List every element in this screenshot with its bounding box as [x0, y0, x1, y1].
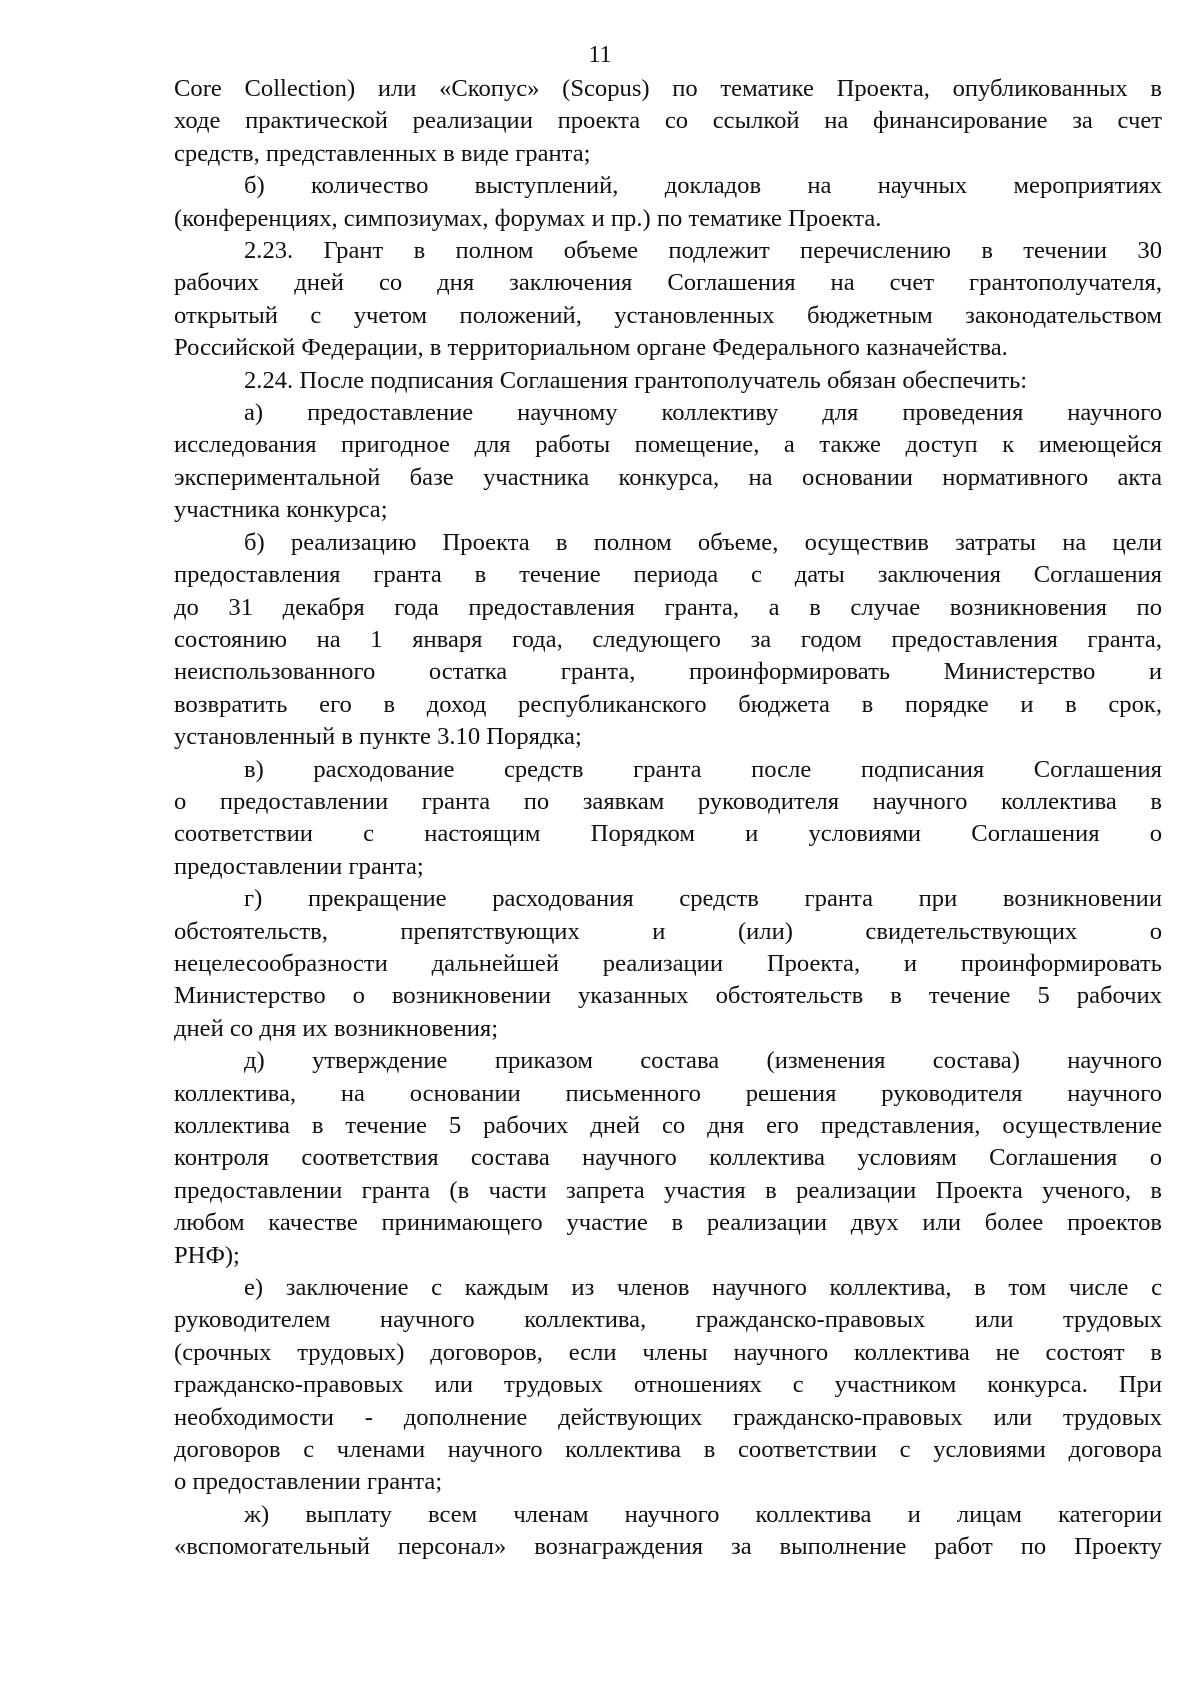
text-line: д) утверждение приказом состава (изменения состава) научного — [244, 1047, 1162, 1075]
text-line: в) расходование средств гранта после подписания Соглашения — [244, 755, 1162, 783]
text-line: договоров с членами научного коллектива в соответствии с условиями договора — [174, 1436, 1162, 1464]
text-line: установленный в пункте 3.10 Порядка; — [174, 723, 582, 751]
text-line: неиспользованного остатка гранта, проинформировать Министерство и — [174, 658, 1162, 686]
text-line: предоставлении гранта; — [174, 852, 424, 880]
text-line: обстоятельств, препятствующих и (или) свидетельствующих о — [174, 917, 1162, 945]
text-line: г) прекращение расходования средств гранта при возникновении — [244, 885, 1162, 913]
text-line: е) заключение с каждым из членов научного коллектива, в том числе с — [244, 1274, 1162, 1302]
text-line: б) реализацию Проекта в полном объеме, осуществив затраты на цели — [244, 528, 1162, 556]
text-line: до 31 декабря года предоставления гранта, а в случае возникновения по — [174, 593, 1162, 621]
paragraph — [174, 1272, 1162, 1499]
paragraph — [174, 235, 1162, 365]
text-line: Российской Федерации, в территориальном органе Федерального казначейства. — [174, 334, 1008, 362]
text-line: нецелесообразности дальнейшей реализации Проекта, и проинформировать — [174, 949, 1162, 977]
paragraph — [174, 73, 1162, 170]
text-line: любом качестве принимающего участие в реализации двух или более проектов — [174, 1209, 1162, 1237]
text-line: контроля соответствия состава научного коллектива условиям Соглашения о — [174, 1144, 1162, 1172]
paragraph — [174, 365, 1162, 397]
text-line: 2.23. Грант в полном объеме подлежит перечислению в течении 30 — [244, 237, 1162, 265]
text-line: гражданско-правовых или трудовых отношениях с участником конкурса. При — [174, 1371, 1162, 1399]
text-line: руководителем научного коллектива, гражданско-правовых или трудовых — [174, 1306, 1162, 1334]
text-line: предоставления гранта в течение периода с даты заключения Соглашения — [174, 561, 1162, 589]
text-line: (конференциях, симпозиумах, форумах и пр.) по тематике Проекта. — [174, 204, 882, 232]
text-line: (срочных трудовых) договоров, если члены научного коллектива не состоят в — [174, 1338, 1162, 1366]
text-line: Министерство о возникновении указанных обстоятельств в течение 5 рабочих — [174, 982, 1162, 1010]
text-line: о предоставлении гранта; — [174, 1468, 443, 1496]
text-line: необходимости - дополнение действующих гражданско-правовых или трудовых — [174, 1403, 1162, 1431]
text-line: б) количество выступлений, докладов на научных мероприятиях — [244, 172, 1162, 200]
text-line: предоставлении гранта (в части запрета участия в реализации Проекта ученого, в — [174, 1176, 1162, 1204]
text-line: «вспомогательный персонал» вознаграждения за выполнение работ по Проекту — [174, 1533, 1162, 1561]
text-line: открытый с учетом положений, установленных бюджетным законодательством — [174, 301, 1162, 329]
text-line: 2.24. После подписания Соглашения грантополучатель обязан обеспечить: — [244, 366, 1028, 394]
text-line: а) предоставление научному коллективу для проведения научного — [244, 399, 1162, 427]
text-line: ж) выплату всем членам научного коллектива и лицам категории — [244, 1500, 1162, 1528]
paragraph — [174, 883, 1162, 1045]
text-line: экспериментальной базе участника конкурса, на основании нормативного акта — [174, 463, 1162, 491]
text-line: коллектива, на основании письменного решения руководителя научного — [174, 1079, 1162, 1107]
text-line: коллектива в течение 5 рабочих дней со дня его представления, осуществление — [174, 1112, 1162, 1139]
text-line: Core Collection) или «Скопус» (Scopus) по тематике Проекта, опубликованных в — [174, 75, 1162, 102]
text-line: возвратить его в доход республиканского бюджета в порядке и в срок, — [174, 690, 1162, 718]
paragraph — [174, 527, 1162, 754]
paragraph — [174, 1045, 1162, 1272]
paragraph — [174, 1499, 1162, 1564]
text-line: дней со дня их возникновения; — [174, 1014, 499, 1042]
text-line: рабочих дней со дня заключения Соглашения на счет грантополучателя, — [174, 269, 1162, 297]
text-line: о предоставлении гранта по заявкам руководителя научного коллектива в — [174, 787, 1162, 815]
paragraph — [174, 397, 1162, 527]
document-body — [174, 73, 1162, 1564]
text-line: средств, представленных в виде гранта; — [174, 139, 591, 167]
text-line: участника конкурса; — [174, 496, 388, 524]
text-line: ходе практической реализации проекта со ссылкой на финансирование за счет — [174, 107, 1162, 135]
text-line: соответствии с настоящим Порядком и условиями Соглашения о — [174, 820, 1162, 848]
paragraph — [174, 754, 1162, 884]
text-line: РНФ); — [174, 1241, 240, 1269]
text-line: состоянию на 1 января года, следующего за годом предоставления гранта, — [174, 625, 1162, 653]
paragraph — [174, 170, 1162, 235]
page-number: 11 — [588, 42, 612, 68]
text-line: исследования пригодное для работы помещение, а также доступ к имеющейся — [174, 431, 1162, 459]
